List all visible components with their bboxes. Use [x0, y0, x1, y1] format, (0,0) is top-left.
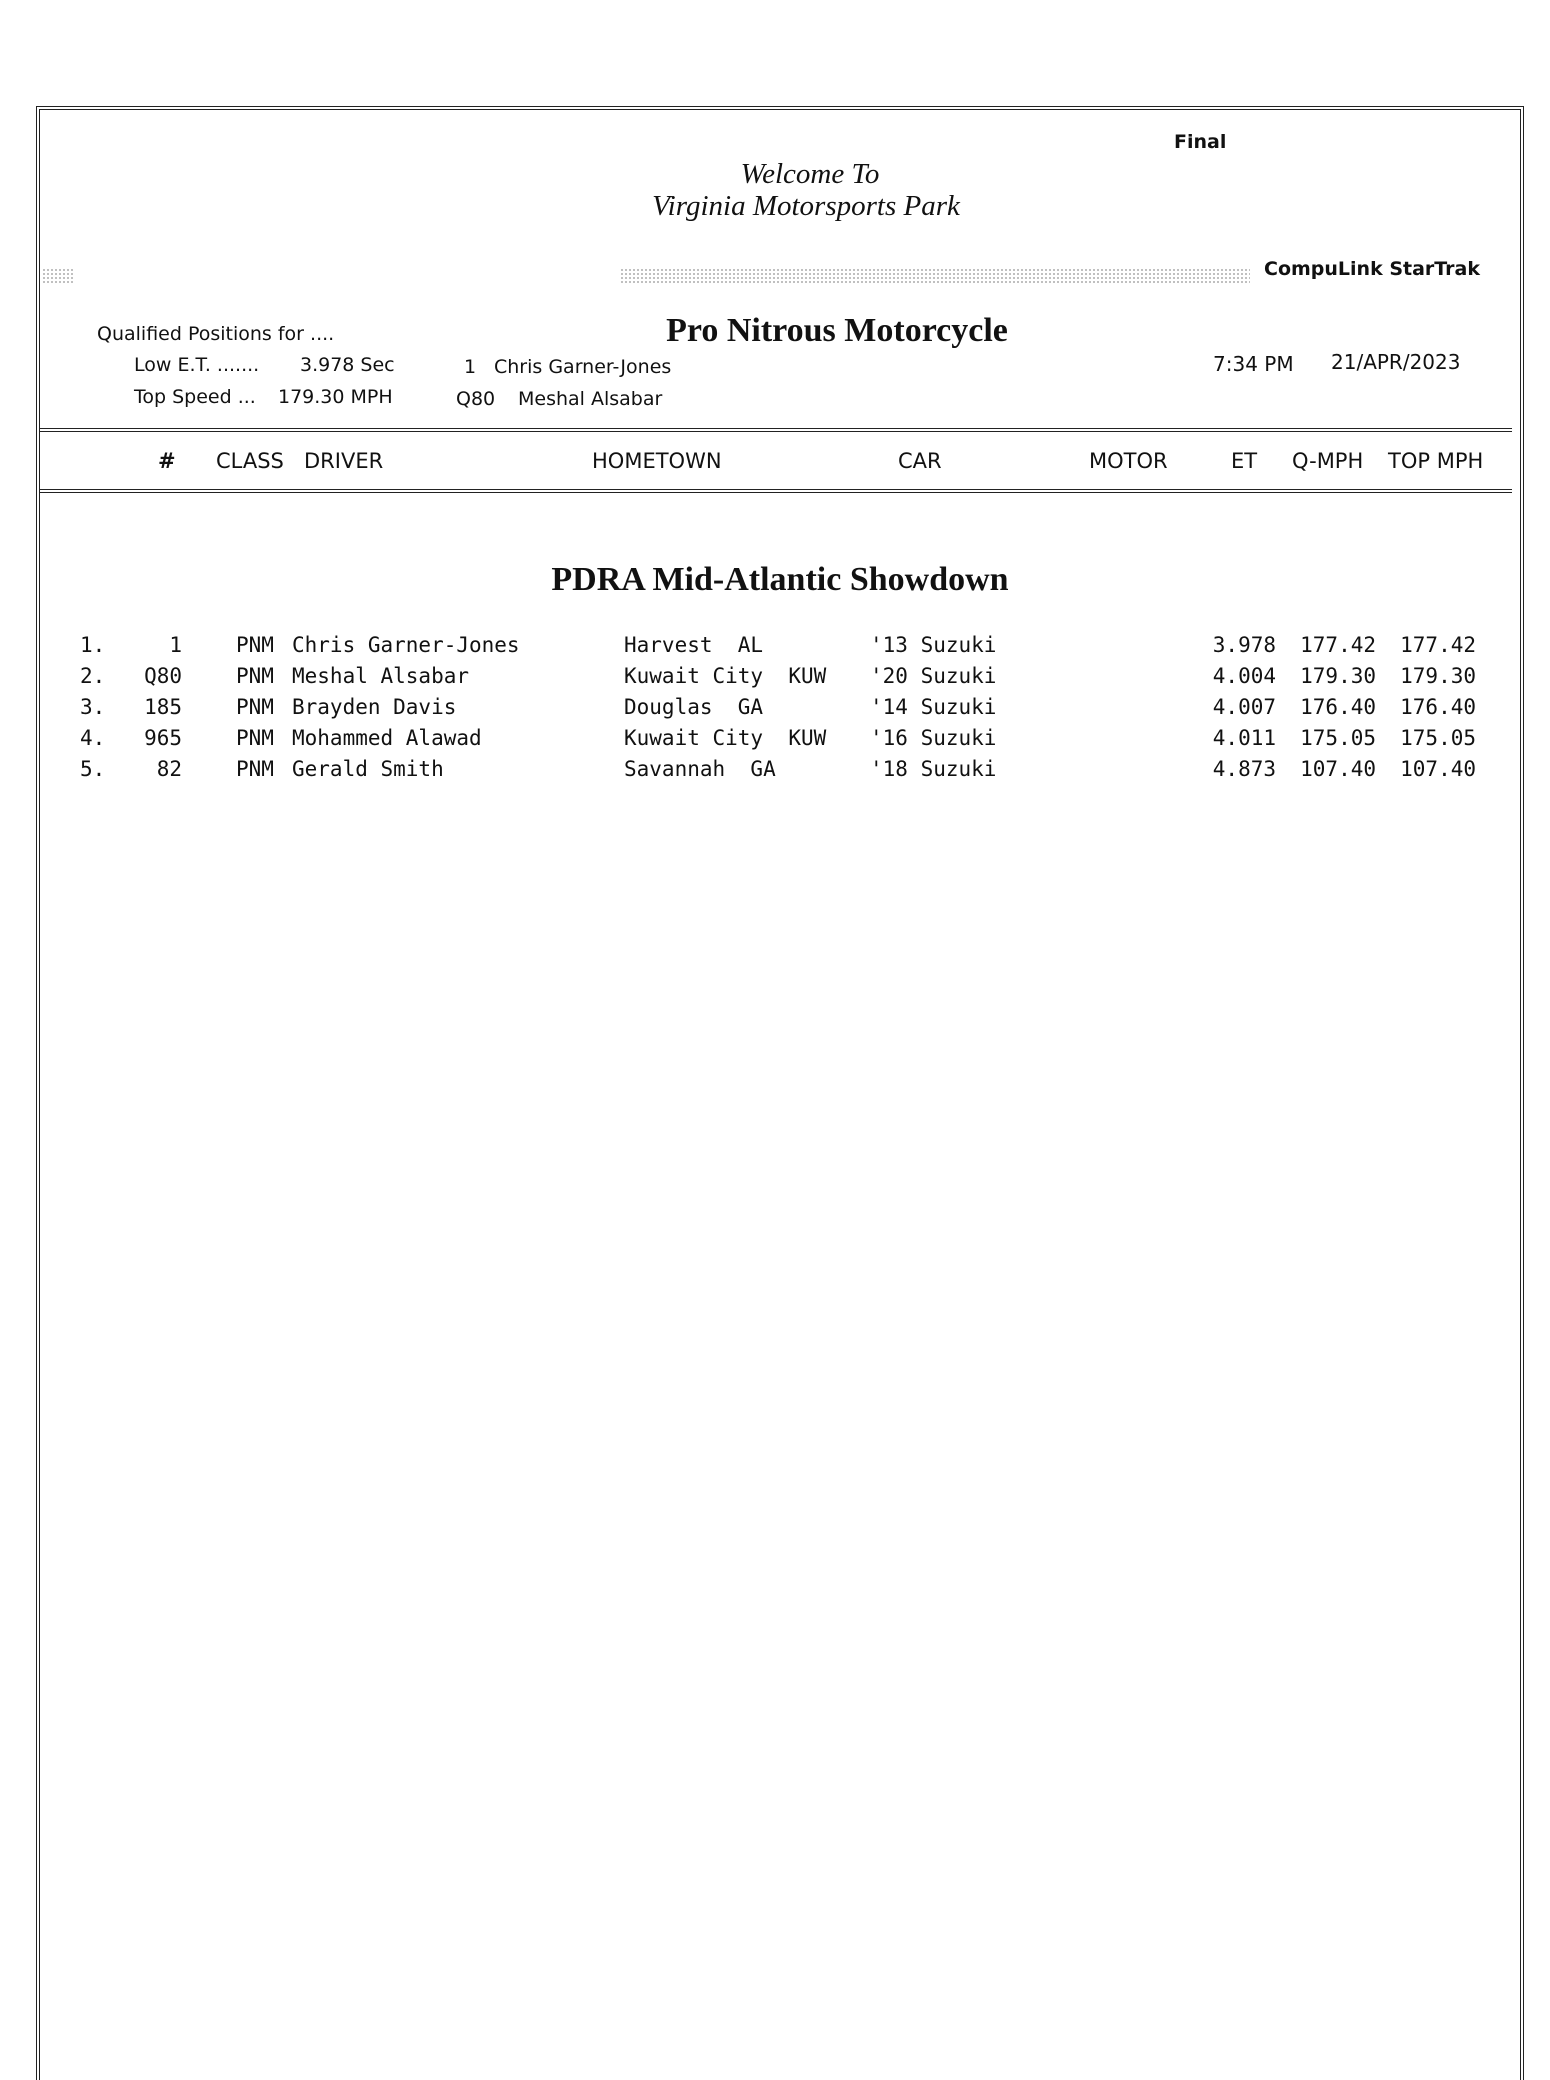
stipple-left — [42, 268, 74, 284]
class-title: Pro Nitrous Motorcycle — [666, 312, 1008, 349]
row-position: 1. — [80, 633, 106, 657]
row-qmph: 107.40 — [1300, 757, 1376, 781]
row-qmph: 177.42 — [1300, 633, 1376, 657]
row-driver: Mohammed Alawad — [292, 726, 482, 750]
row-et: 3.978 — [1212, 633, 1276, 657]
row-car: '14 Suzuki — [870, 695, 997, 719]
row-hometown: Douglas GA — [624, 695, 764, 719]
welcome-line-2: Virginia Motorsports Park — [652, 190, 960, 222]
row-et: 4.011 — [1212, 726, 1276, 750]
top-speed-value: 179.30 MPH — [278, 386, 393, 408]
event-title: PDRA Mid-Atlantic Showdown — [551, 561, 1009, 598]
row-car: '16 Suzuki — [870, 726, 997, 750]
page-frame — [36, 106, 1524, 2080]
row-position: 5. — [80, 757, 106, 781]
row-topmph: 176.40 — [1400, 695, 1476, 719]
table-row — [0, 695, 1550, 725]
low-et-value: 3.978 Sec — [300, 354, 395, 376]
status-label: Final — [1174, 131, 1227, 153]
row-hometown: Savannah GA — [624, 757, 776, 781]
row-number: 185 — [144, 695, 182, 719]
row-hometown: Kuwait City KUW — [624, 726, 827, 750]
col-topmph: TOP MPH — [1388, 449, 1484, 473]
row-number: 82 — [156, 757, 182, 781]
row-topmph: 177.42 — [1400, 633, 1476, 657]
row-class: PNM — [236, 695, 274, 719]
header-divider-bottom — [40, 489, 1512, 493]
row-topmph: 175.05 — [1400, 726, 1476, 750]
row-et: 4.007 — [1212, 695, 1276, 719]
row-position: 4. — [80, 726, 106, 750]
row-driver: Brayden Davis — [292, 695, 457, 719]
header-divider-top — [40, 428, 1512, 432]
table-row — [0, 664, 1550, 694]
row-driver: Meshal Alsabar — [292, 664, 470, 688]
table-row — [0, 633, 1550, 663]
row-hometown: Harvest AL — [624, 633, 764, 657]
top-speed-number: Q80 — [456, 388, 496, 410]
row-driver: Gerald Smith — [292, 757, 444, 781]
system-label: CompuLink StarTrak — [1264, 258, 1480, 280]
row-qmph: 179.30 — [1300, 664, 1376, 688]
row-number: Q80 — [144, 664, 182, 688]
table-row — [0, 757, 1550, 787]
low-et-label: Low E.T. ....... — [134, 354, 260, 376]
row-number: 965 — [144, 726, 182, 750]
col-hometown: HOMETOWN — [592, 449, 722, 473]
row-car: '20 Suzuki — [870, 664, 997, 688]
col-motor: MOTOR — [1089, 449, 1168, 473]
row-hometown: Kuwait City KUW — [624, 664, 827, 688]
row-number: 1 — [169, 633, 182, 657]
row-position: 2. — [80, 664, 106, 688]
date-label: 21/APR/2023 — [1331, 350, 1461, 374]
row-et: 4.004 — [1212, 664, 1276, 688]
row-topmph: 107.40 — [1400, 757, 1476, 781]
col-class: CLASS — [216, 449, 284, 473]
col-driver: DRIVER — [304, 449, 384, 473]
low-et-number: 1 — [464, 356, 477, 378]
time-label: 7:34 PM — [1213, 352, 1294, 376]
top-speed-label: Top Speed ... — [134, 386, 256, 408]
row-topmph: 179.30 — [1400, 664, 1476, 688]
stipple-band — [620, 268, 1250, 284]
row-class: PNM — [236, 726, 274, 750]
row-et: 4.873 — [1212, 757, 1276, 781]
row-class: PNM — [236, 757, 274, 781]
row-position: 3. — [80, 695, 106, 719]
qualified-label: Qualified Positions for .... — [97, 323, 335, 345]
row-car: '13 Suzuki — [870, 633, 997, 657]
row-car: '18 Suzuki — [870, 757, 997, 781]
col-et: ET — [1231, 449, 1258, 473]
col-num: # — [158, 449, 176, 473]
row-driver: Chris Garner-Jones — [292, 633, 520, 657]
top-speed-driver: Meshal Alsabar — [518, 388, 663, 410]
row-class: PNM — [236, 633, 274, 657]
col-car: CAR — [898, 449, 942, 473]
col-qmph: Q-MPH — [1292, 449, 1364, 473]
row-qmph: 175.05 — [1300, 726, 1376, 750]
low-et-driver: Chris Garner-Jones — [494, 356, 672, 378]
table-row — [0, 726, 1550, 756]
welcome-line-1: Welcome To — [740, 158, 880, 190]
row-qmph: 176.40 — [1300, 695, 1376, 719]
row-class: PNM — [236, 664, 274, 688]
